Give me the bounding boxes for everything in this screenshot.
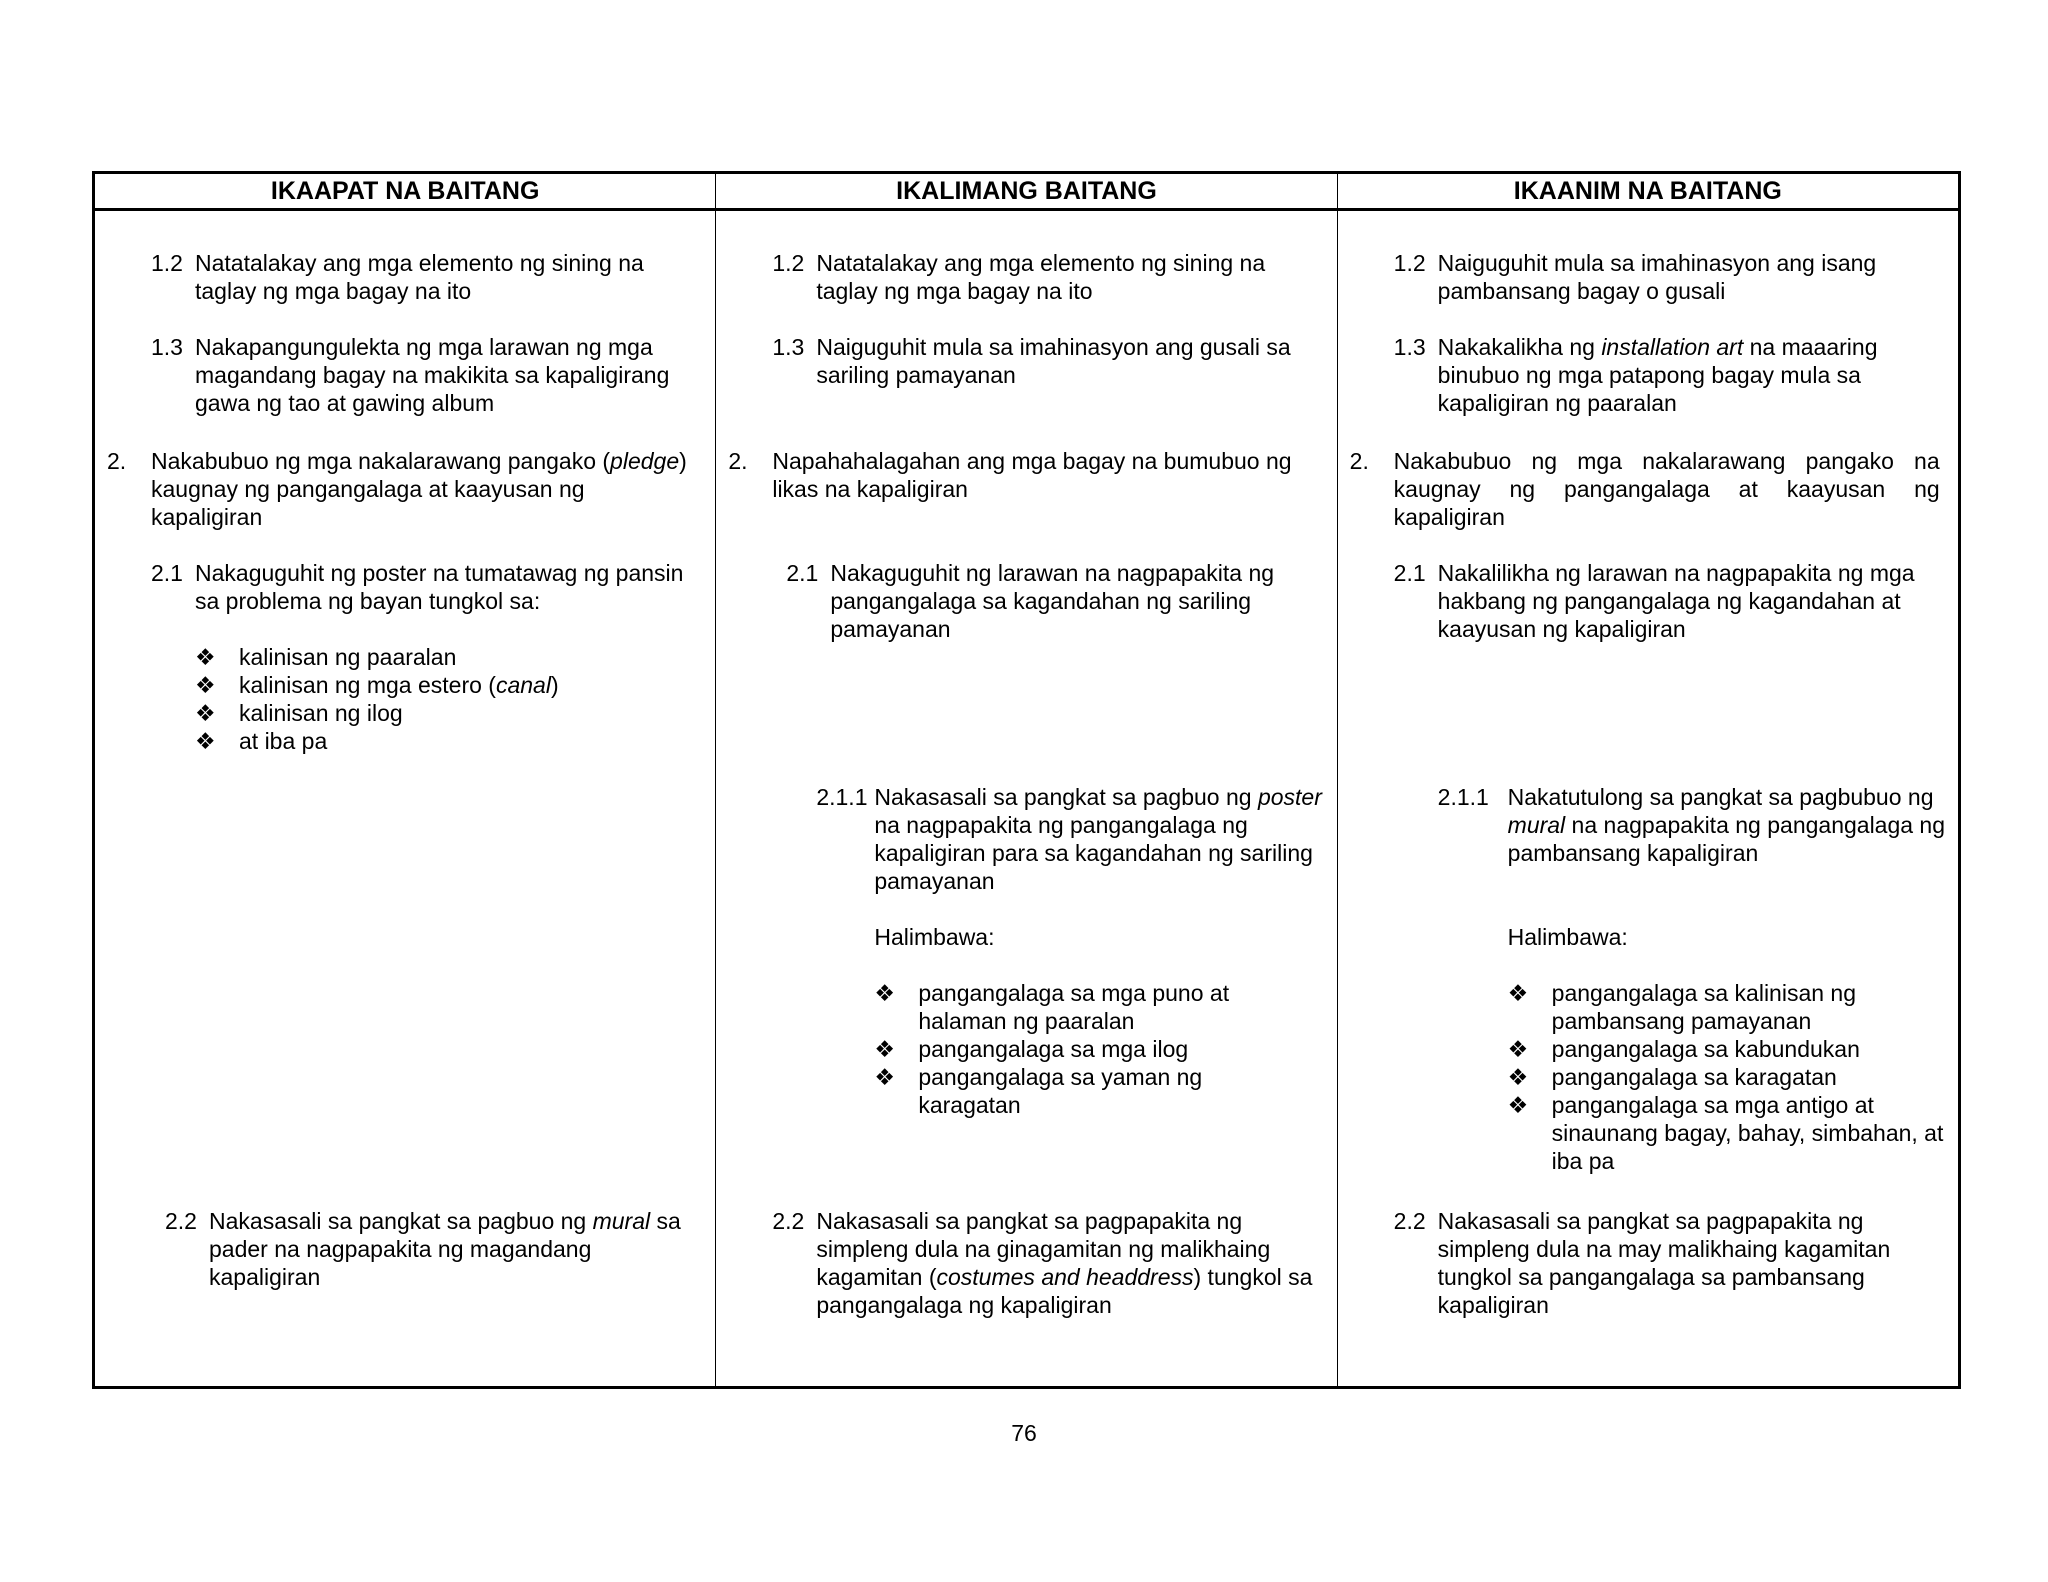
diamond-bullet-icon: ❖ <box>1507 1064 1529 1090</box>
objective-text: Nakatutulong sa pangkat sa pagbubuo ng mural na nagpapakita ng pangangalaga ng pambansang kapaligiran <box>1507 784 1946 866</box>
item-number: 1.3 <box>1393 334 1426 360</box>
list-item: ❖ pangangalaga sa karagatan <box>1507 1064 1837 1090</box>
item-number: 2.2 <box>165 1208 197 1234</box>
diamond-bullet-icon: ❖ <box>1507 980 1529 1006</box>
objective-text: Nakasasali sa pangkat sa pagpapakita ng simpleng dula na may malikhaing kagamitan tungkol sa pangangalaga sa pambansang kapaligiran <box>1437 1208 1891 1318</box>
diamond-bullet-icon: ❖ <box>874 1036 895 1062</box>
objective-text: Nakaguguhit ng poster na tumatawag ng pansin sa problema ng bayan tungkol sa: <box>195 560 684 614</box>
objective-text: Nakasasali sa pangkat sa pagbuo ng mural sa pader na nagpapakita ng magandang kapaligiran <box>209 1208 681 1290</box>
objective-text: Nakaguguhit ng larawan na nagpapakita ng pangangalaga sa kagandahan ng sariling pamayanan <box>830 560 1275 642</box>
column-grade-5 <box>715 211 1336 1386</box>
list-item: ❖ kalinisan ng paaralan <box>195 644 457 670</box>
bullet-list <box>195 643 695 755</box>
item-number: 1.2 <box>151 250 183 276</box>
list-item: ❖ kalinisan ng mga estero (canal) <box>195 672 559 698</box>
objective-text: Napahahalagahan ang mga bagay na bumubuo ng likas na kapaligiran <box>772 448 1292 502</box>
diamond-bullet-icon: ❖ <box>195 700 216 726</box>
item-number: 1.3 <box>772 334 805 360</box>
diamond-bullet-icon: ❖ <box>1507 1092 1529 1118</box>
item-number: 2.2 <box>1393 1208 1426 1234</box>
objective-text: Nakapangungulekta ng mga larawan ng mga magandang bagay na makikita sa kapaligirang gawa ng tao at gawing album <box>195 334 670 416</box>
table-body-row <box>95 211 1958 1386</box>
objective-text: Naiguguhit mula sa imahinasyon ang gusali sa sariling pamayanan <box>816 334 1291 388</box>
item-number: 1.3 <box>151 334 183 360</box>
diamond-bullet-icon: ❖ <box>1507 1036 1529 1062</box>
item-number: 1.2 <box>772 250 805 276</box>
example-label: Halimbawa: <box>874 924 995 950</box>
item-number: 2. <box>1349 448 1369 474</box>
list-item: ❖ at iba pa <box>195 728 328 754</box>
diamond-bullet-icon: ❖ <box>195 728 216 754</box>
diamond-bullet-icon: ❖ <box>195 644 216 670</box>
page-number: 76 <box>1011 1420 1037 1446</box>
item-number: 2. <box>107 448 127 474</box>
objective-text: Natatalakay ang mga elemento ng sining na taglay ng mga bagay na ito <box>195 250 644 304</box>
item-number: 2.1 <box>1393 560 1426 586</box>
objective-text: Nakasasali sa pangkat sa pagbuo ng poster na nagpapakita ng pangangalaga ng kapaligiran para sa kagandahan ng sariling pamayanan <box>874 784 1322 894</box>
bullet-list <box>874 979 1294 1119</box>
list-item: ❖ pangangalaga sa mga ilog <box>874 1036 1189 1062</box>
list-item: ❖ pangangalaga sa kalinisan ng pambansang pamayanan <box>1507 980 1857 1034</box>
item-number: 2.1.1 <box>816 784 868 810</box>
item-number: 2.1 <box>786 560 819 586</box>
list-item: ❖ pangangalaga sa yaman ng karagatan <box>874 1064 1203 1118</box>
curriculum-table <box>92 171 1961 1389</box>
column-grade-4 <box>95 211 715 1386</box>
diamond-bullet-icon: ❖ <box>874 1064 895 1090</box>
objective-text: Nakalilikha ng larawan na nagpapakita ng mga hakbang ng pangangalaga ng kagandahan at kaayusan ng kapaligiran <box>1437 560 1915 642</box>
header-grade-6: IKAANIM NA BAITANG <box>1337 174 1958 208</box>
item-number: 2.2 <box>772 1208 805 1234</box>
list-item: ❖ pangangalaga sa mga puno at halaman ng paaralan <box>874 980 1230 1034</box>
list-item: ❖ pangangalaga sa mga antigo at sinaunang bagay, bahay, simbahan, at iba pa <box>1507 1092 1944 1174</box>
objective-text: Nakabubuo ng mga nakalarawang pangako (pledge) kaugnay ng pangangalaga at kaayusan ng kapaligiran <box>151 448 687 530</box>
table-header-row <box>95 174 1958 211</box>
list-item: ❖ kalinisan ng ilog <box>195 700 403 726</box>
objective-text: Nakasasali sa pangkat sa pagpapakita ng simpleng dula na ginagamitan ng malikhaing kagamitan (costumes and headdress) tungkol sa pangangalaga ng kapaligiran <box>816 1208 1313 1318</box>
objective-text: Nakakalikha ng installation art na maaaring binubuo ng mga patapong bagay mula sa kapaligiran ng paaralan <box>1437 334 1878 416</box>
diamond-bullet-icon: ❖ <box>874 980 895 1006</box>
item-number: 2. <box>728 448 748 474</box>
objective-text: Natatalakay ang mga elemento ng sining na taglay ng mga bagay na ito <box>816 250 1266 304</box>
objective-text: Nakabubuo ng mga nakalarawang pangako na kaugnay ng pangangalaga at kaayusan ng kapaligiran <box>1393 448 1940 530</box>
item-number: 2.1.1 <box>1437 784 1489 810</box>
list-item: ❖ pangangalaga sa kabundukan <box>1507 1036 1860 1062</box>
bullet-list <box>1508 979 1948 1175</box>
diamond-bullet-icon: ❖ <box>195 672 216 698</box>
column-grade-6 <box>1337 211 1958 1386</box>
item-number: 1.2 <box>1393 250 1426 276</box>
objective-text: Naiguguhit mula sa imahinasyon ang isang pambansang bagay o gusali <box>1437 250 1877 304</box>
item-number: 2.1 <box>151 560 183 586</box>
header-grade-4: IKAAPAT NA BAITANG <box>270 177 540 205</box>
header-grade-5: IKALIMANG BAITANG <box>715 174 1336 208</box>
example-label: Halimbawa: <box>1507 924 1628 950</box>
